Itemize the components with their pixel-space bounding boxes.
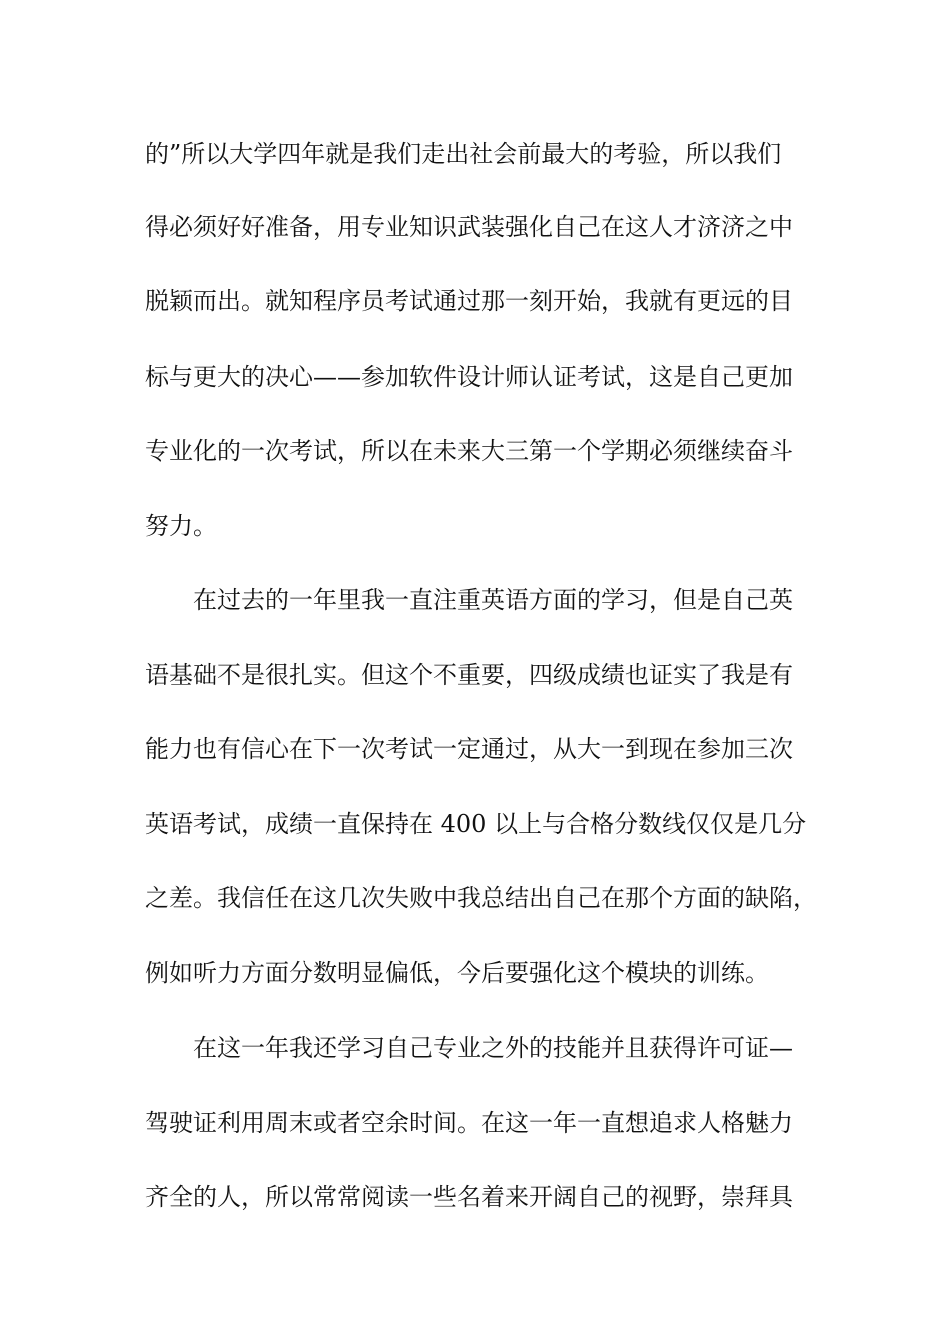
text-line: 例如听力方面分数明显偏低，今后要强化这个模块的训练。 xyxy=(145,959,769,987)
paragraph-first-line: 在过去的一年里我一直注重英语方面的学习，但是自己英 xyxy=(193,586,793,614)
text-line: 标与更大的决心——参加软件设计师认证考试，这是自己更加 xyxy=(145,363,793,391)
text-line: 的”所以大学四年就是我们走出社会前最大的考验，所以我们 xyxy=(145,140,782,168)
text-line: 能力也有信心在下一次考试一定通过，从大一到现在参加三次 xyxy=(145,735,793,763)
paragraph-first-line: 在这一年我还学习自己专业之外的技能并且获得许可证— xyxy=(193,1034,793,1062)
text-line: 齐全的人，所以常常阅读一些名着来开阔自己的视野，崇拜具 xyxy=(145,1183,793,1211)
text-line: 努力。 xyxy=(145,512,217,540)
text-line: 脱颖而出。就知程序员考试通过那一刻开始，我就有更远的目 xyxy=(145,287,793,315)
text-line: 英语考试，成绩一直保持在 400 以上与合格分数线仅仅是几分 xyxy=(145,810,807,838)
text-line: 语基础不是很扎实。但这个不重要，四级成绩也证实了我是有 xyxy=(145,661,793,689)
text-line: 专业化的一次考试，所以在未来大三第一个学期必须继续奋斗 xyxy=(145,437,793,465)
text-line: 驾驶证利用周末或者空余时间。在这一年一直想追求人格魅力 xyxy=(145,1109,793,1137)
text-line: 得必须好好准备，用专业知识武装强化自己在这人才济济之中 xyxy=(145,213,793,241)
text-line: 之差。我信任在这几次失败中我总结出自己在那个方面的缺陷， xyxy=(145,884,817,912)
